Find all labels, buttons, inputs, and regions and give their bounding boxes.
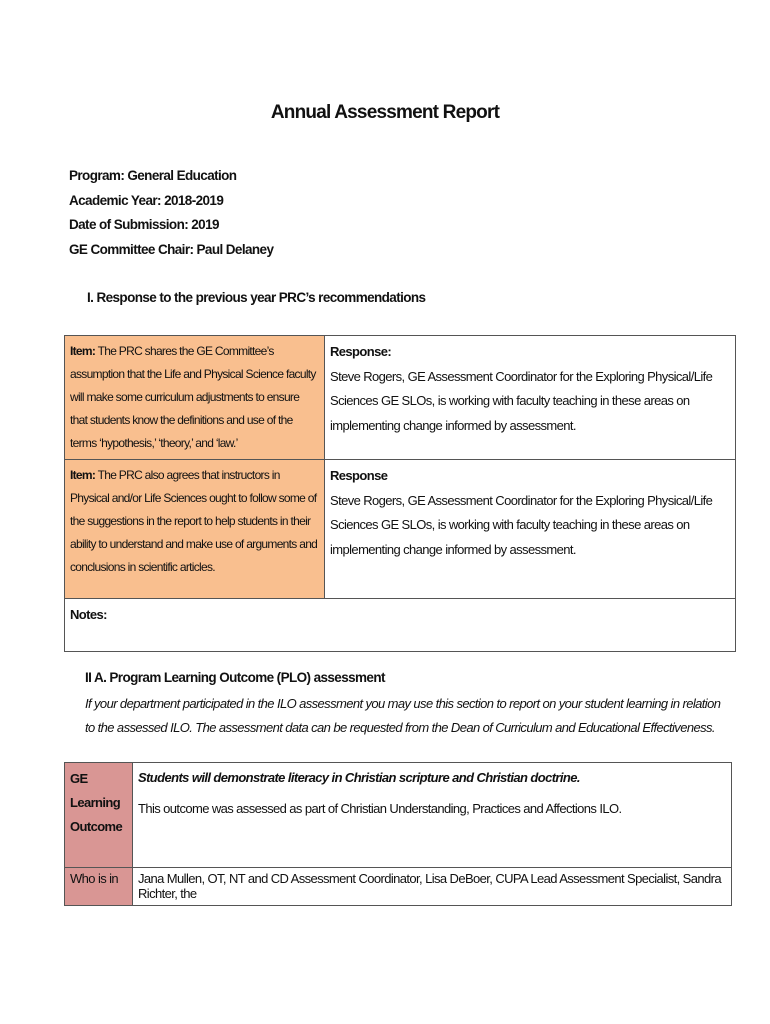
prc-response-table <box>64 335 736 652</box>
response-label: Response <box>330 468 388 483</box>
response-label: Response: <box>330 344 392 359</box>
table-row <box>65 868 732 906</box>
plo-table <box>64 762 732 906</box>
response-cell <box>325 336 736 460</box>
who-text: Jana Mullen, OT, NT and CD Assessment Coordinator, Lisa DeBoer, CUPA Lead Assessment Specialist, Sandra Richter, the <box>138 871 721 901</box>
page-title: Annual Assessment Report <box>270 102 500 123</box>
notes-row <box>65 599 736 652</box>
item-text: The PRC also agrees that instructors in Physical and/or Life Sciences ought to follow some of the suggestions in the report to help students in their ability to understand and make use of arguments and conclusions in scientific articles. <box>70 468 318 574</box>
section2-intro: If your department participated in the ILO assessment you may use this section to report on your student learning in relation to the assessed ILO. The assessment data can be requested from the Dean of Curriculum and Educational Effectiveness. <box>85 696 721 735</box>
ge-label-line: Learning <box>70 795 121 810</box>
item-label: Item: <box>70 468 96 482</box>
program-line: Program: General Education <box>69 168 237 183</box>
response-text: Steve Rogers, GE Assessment Coordinator for the Exploring Physical/Life Sciences GE SLOs, is working with faculty teaching in these areas on implementing change informed by assessment. <box>330 492 713 557</box>
item-text: The PRC shares the GE Committee’s assumption that the Life and Physical Science faculty will make some curriculum adjustments to ensure that students know the definitions and use of the terms ‘hypothesis,’ ‘theory,’ and ‘law.’ <box>70 344 316 450</box>
response-text: Steve Rogers, GE Assessment Coordinator for the Exploring Physical/Life Sciences GE SLOs, is working with faculty teaching in these areas on implementing change informed by assessment. <box>330 368 713 433</box>
item-cell <box>65 460 325 599</box>
outcome-statement: Students will demonstrate literacy in Christian scripture and Christian doctrine. <box>138 770 580 785</box>
submission-date-line: Date of Submission: 2019 <box>69 217 219 232</box>
notes-cell <box>65 599 736 652</box>
academic-year-line: Academic Year: 2018-2019 <box>69 192 224 208</box>
section1-heading: I. Response to the previous year PRC’s recommendations <box>87 290 426 305</box>
response-cell <box>325 460 736 599</box>
table-row <box>65 763 732 868</box>
ge-label-line: GE <box>70 771 88 786</box>
who-label: Who is in <box>70 871 119 886</box>
section2-heading: II A. Program Learning Outcome (PLO) assessment <box>85 670 385 685</box>
ge-label-line: Outcome <box>70 819 123 834</box>
report-metadata <box>69 168 273 266</box>
item-cell <box>65 336 325 460</box>
ge-outcome-cell <box>133 763 732 868</box>
table-row <box>65 336 736 460</box>
outcome-note: This outcome was assessed as part of Christian Understanding, Practices and Affections ILO. <box>138 801 622 816</box>
who-cell <box>133 868 732 906</box>
ge-outcome-label-cell <box>65 763 133 868</box>
table-row <box>65 460 736 599</box>
notes-label: Notes: <box>70 607 107 622</box>
item-label: Item: <box>70 344 96 358</box>
committee-chair-line: GE Committee Chair: Paul Delaney <box>69 241 274 257</box>
who-label-cell <box>65 868 133 906</box>
